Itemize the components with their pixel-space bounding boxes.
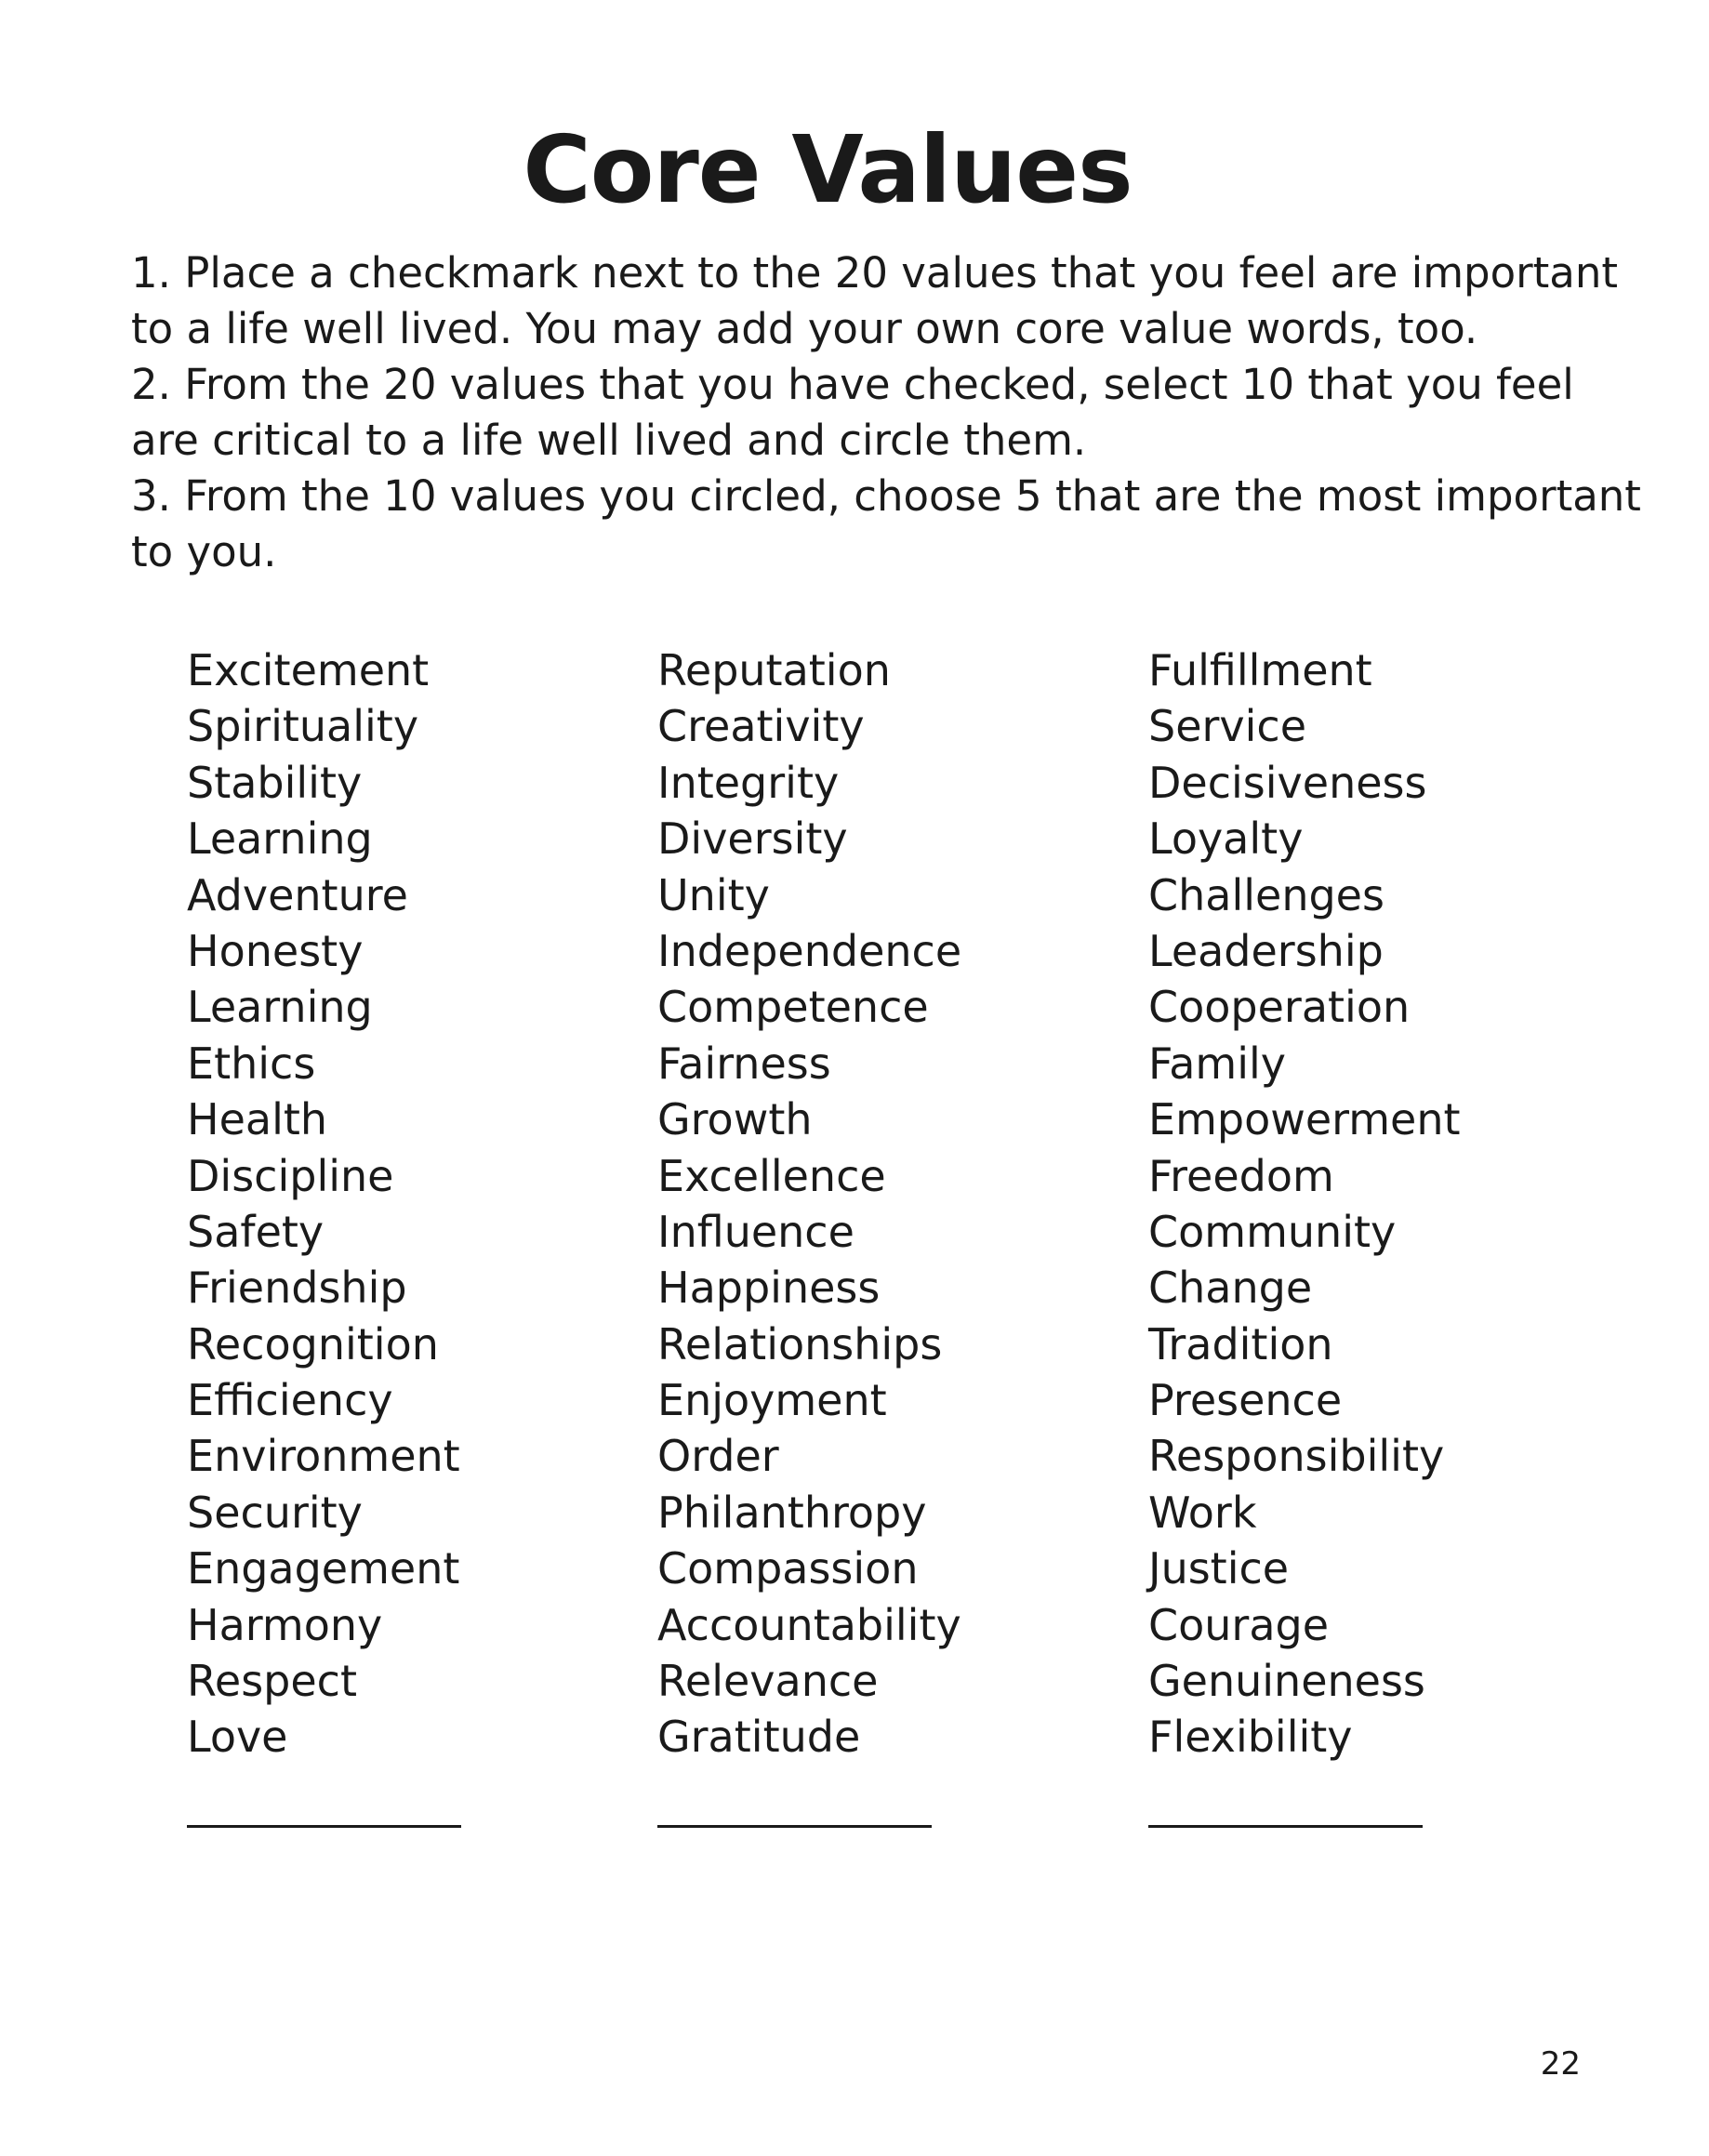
value-item: Empowerment — [1148, 1094, 1461, 1145]
value-item: Courage — [1148, 1599, 1330, 1650]
value-item: Environment — [187, 1431, 460, 1482]
page-title: Core Values — [523, 115, 1133, 224]
value-item: Tradition — [1148, 1318, 1333, 1369]
value-item: Learning — [187, 982, 373, 1033]
value-item: Influence — [657, 1206, 854, 1257]
value-item: Integrity — [657, 757, 840, 808]
value-item: Discipline — [187, 1150, 394, 1201]
value-item: Love — [187, 1712, 288, 1763]
value-item: Responsibility — [1148, 1431, 1445, 1482]
value-item: Engagement — [187, 1543, 460, 1594]
value-item: Accountability — [657, 1599, 961, 1650]
value-item: Ethics — [187, 1038, 316, 1089]
value-item: Loyalty — [1148, 813, 1304, 865]
values-list — [657, 642, 961, 1766]
instruction-line: 2. From the 20 values that you have checked, select 10 that you feel — [131, 360, 1574, 409]
instruction-line: to you. — [131, 527, 277, 576]
value-item: Justice — [1148, 1543, 1290, 1594]
value-item: Compassion — [657, 1543, 919, 1594]
instruction-line: 3. From the 10 values you circled, choose 5 that are the most important — [131, 471, 1641, 521]
value-item: Fulfillment — [1148, 645, 1372, 695]
value-item: Competence — [657, 982, 929, 1033]
value-item: Learning — [187, 813, 373, 865]
write-in-blank-line[interactable] — [187, 1825, 461, 1828]
value-item: Unity — [657, 869, 770, 920]
value-item: Recognition — [187, 1318, 439, 1369]
value-item: Respect — [187, 1656, 357, 1707]
value-item: Presence — [1148, 1375, 1343, 1426]
value-item: Fairness — [657, 1038, 831, 1089]
value-item: Freedom — [1148, 1150, 1334, 1201]
value-item: Gratitude — [657, 1712, 861, 1763]
value-item: Independence — [657, 925, 962, 976]
values-column-2 — [657, 642, 961, 1766]
value-item: Health — [187, 1094, 328, 1145]
value-item: Relationships — [657, 1318, 943, 1369]
value-item: Flexibility — [1148, 1712, 1353, 1763]
value-item: Excellence — [657, 1150, 886, 1201]
values-list — [1148, 642, 1461, 1766]
value-item: Work — [1148, 1487, 1257, 1538]
value-item: Efficiency — [187, 1375, 393, 1426]
value-item: Spirituality — [187, 701, 419, 752]
instruction-line: are critical to a life well lived and circle them. — [131, 416, 1087, 465]
write-in-blank-line[interactable] — [1148, 1825, 1423, 1828]
value-item: Leadership — [1148, 925, 1384, 976]
value-item: Friendship — [187, 1263, 407, 1314]
value-item: Change — [1148, 1263, 1313, 1314]
values-list — [187, 642, 460, 1766]
value-item: Genuineness — [1148, 1656, 1425, 1707]
value-item: Stability — [187, 757, 363, 808]
value-item: Growth — [657, 1094, 813, 1145]
value-item: Honesty — [187, 925, 364, 976]
value-item: Community — [1148, 1206, 1397, 1257]
value-item: Reputation — [657, 645, 891, 695]
value-item: Safety — [187, 1206, 325, 1257]
value-item: Harmony — [187, 1599, 383, 1650]
instruction-line: to a life well lived. You may add your own core value words, too. — [131, 304, 1478, 353]
value-item: Creativity — [657, 701, 865, 752]
value-item: Philanthropy — [657, 1487, 927, 1538]
instructions — [131, 245, 1641, 580]
value-item: Decisiveness — [1148, 757, 1427, 808]
value-item: Security — [187, 1487, 363, 1538]
page-number: 22 — [1540, 2045, 1581, 2083]
value-item: Challenges — [1148, 869, 1384, 920]
values-column-3 — [1148, 642, 1461, 1766]
value-item: Diversity — [657, 813, 848, 865]
value-item: Enjoyment — [657, 1375, 887, 1426]
value-item: Family — [1148, 1038, 1287, 1089]
value-item: Happiness — [657, 1263, 881, 1314]
value-item: Adventure — [187, 869, 408, 920]
value-item: Relevance — [657, 1656, 879, 1707]
value-item: Excitement — [187, 645, 430, 695]
value-item: Order — [657, 1431, 779, 1482]
value-item: Service — [1148, 701, 1307, 752]
instruction-line: 1. Place a checkmark next to the 20 values that you feel are important — [131, 248, 1619, 298]
value-item: Cooperation — [1148, 982, 1411, 1033]
values-column-1 — [187, 642, 460, 1766]
write-in-blank-line[interactable] — [657, 1825, 932, 1828]
